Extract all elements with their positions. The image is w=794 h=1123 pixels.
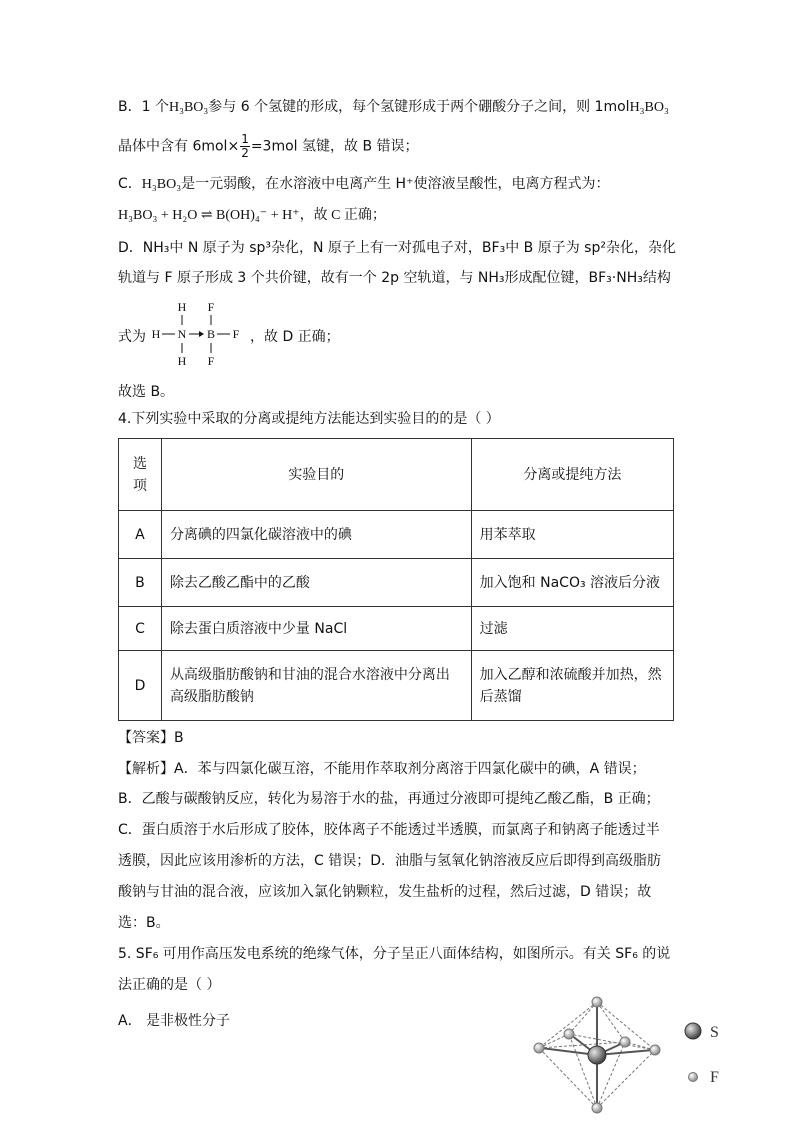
legend-f-label: F (710, 1069, 719, 1086)
table-row: D 从高级脂肪酸钠和甘油的混合水溶液中分离出高级脂肪酸钠 加入乙醇和浓硫酸并加热，然后蒸馏 (119, 651, 674, 721)
struct-prefix: 式为 (118, 329, 146, 345)
bf3-nh3-structure (148, 298, 248, 368)
struct-f-bottom: F (207, 354, 215, 368)
table-row: C 除去蛋白质溶液中少量 NaCl 过滤 (119, 607, 674, 651)
f-atom (650, 1045, 660, 1055)
f-atom (592, 997, 602, 1007)
header-purpose: 实验目的 (161, 439, 471, 511)
header-method: 分离或提纯方法 (471, 439, 673, 511)
experiment-table (118, 438, 674, 721)
arrow-head (199, 331, 204, 337)
h3bo3-formula: H₃BO₃ (629, 100, 669, 115)
struct-n: N (177, 327, 187, 341)
fraction-half: $\frac{1}{2}$ (241, 132, 249, 160)
q4-answer: 【答案】B (118, 730, 184, 746)
f-atom (592, 1103, 602, 1113)
struct-h-left: H (151, 327, 161, 341)
q5-option-a: A． 是非极性分子 (118, 1013, 231, 1029)
ionization-equation: H₃BO₃ + H₂O ⇌ B(OH)₄⁻ + H⁺，故 C 正确； (118, 208, 386, 223)
q4-analysis-line: 选：B。 (118, 915, 170, 931)
sf6-octahedron-figure (525, 992, 745, 1123)
h3bo3-formula: H₃BO₃ (168, 100, 209, 115)
q3-option-d-line1: D．NH₃中 N 原子为 sp³杂化，N 原子上有一对孤电子对，BF₃中 B 原子为 sp²杂化，杂化 (118, 240, 676, 256)
struct-h-top: H (177, 300, 187, 314)
legend-s-label: S (710, 1024, 719, 1041)
f-atom (564, 1029, 574, 1039)
q4-analysis-line: B．乙酸与碳酸钠反应，转化为易溶于水的盐，再通过分液即可提纯乙酸乙酯，B 正确； (118, 791, 660, 807)
legend-s-atom (685, 1023, 701, 1039)
legend-f-atom (689, 1073, 698, 1082)
struct-suffix: ，故 D 正确； (250, 329, 340, 345)
header-option: 选 项 (119, 439, 162, 511)
q3-conclusion: 故选 B。 (118, 384, 175, 400)
q5-stem-line2: 法正确的是（ ） (118, 977, 221, 993)
q4-analysis-line: 透膜，因此应该用渗析的方法，C 错误；D．油脂与氢氧化钠溶液反应后即得到高级脂肪 (118, 853, 662, 869)
struct-b: B (206, 327, 216, 341)
q3-option-c-line1: C．H₃BO₃是一元弱酸，在水溶液中电离产生 H⁺使溶液呈酸性，电离方程式为： (118, 176, 610, 192)
table-row: B 除去乙酸乙酯中的乙酸 加入饱和 NaCO₃ 溶液后分液 (119, 559, 674, 607)
q4-analysis-line: C．蛋白质溶于水后形成了胶体，胶体离子不能透过半透膜，而氯离子和钠离子能透过半 (118, 822, 660, 838)
q4-analysis-line: 酸钠与甘油的混合液，应该加入氯化钠颗粒，发生盐析的过程，然后过滤，D 错误；故 (118, 884, 652, 900)
q3-option-d-line2: 轨道与 F 原子形成 3 个共价键，故有一个 2p 空轨道，与 NH₃形成配位键，BF₃·NH₃结构 (118, 270, 671, 286)
q4-analysis-line: 【解析】A．苯与四氯化碳互溶，不能用作萃取剂分离溶于四氯化碳中的碘，A 错误； (118, 761, 646, 777)
f-atom (620, 1037, 630, 1047)
q3-option-b-line2: 晶体中含有 6mol× $\frac{1}{2}$ =3mol 氢键，故 B 错误； (118, 132, 419, 160)
table-row: A 分离碘的四氯化碳溶液中的碘 用苯萃取 (119, 511, 674, 559)
s-atom (588, 1046, 606, 1064)
q4-stem: 4.下列实验中采取的分离或提纯方法能达到实验目的的是（ ） (118, 411, 500, 427)
q3-option-b-line1: B．1 个H₃BO₃参与 6 个氢键的形成，每个氢键形成于两个硼酸分子之间，则 1molH₃BO₃ (118, 99, 669, 115)
struct-f-right: F (232, 327, 240, 341)
table-header-row (119, 439, 674, 511)
f-atom (534, 1043, 544, 1053)
struct-h-bottom: H (177, 354, 187, 368)
struct-f-top: F (207, 300, 215, 314)
q5-stem-line1: 5. SF₆ 可用作高压发电系统的绝缘气体，分子呈正八面体结构，如图所示。有关 SF₆ 的说 (118, 946, 671, 962)
